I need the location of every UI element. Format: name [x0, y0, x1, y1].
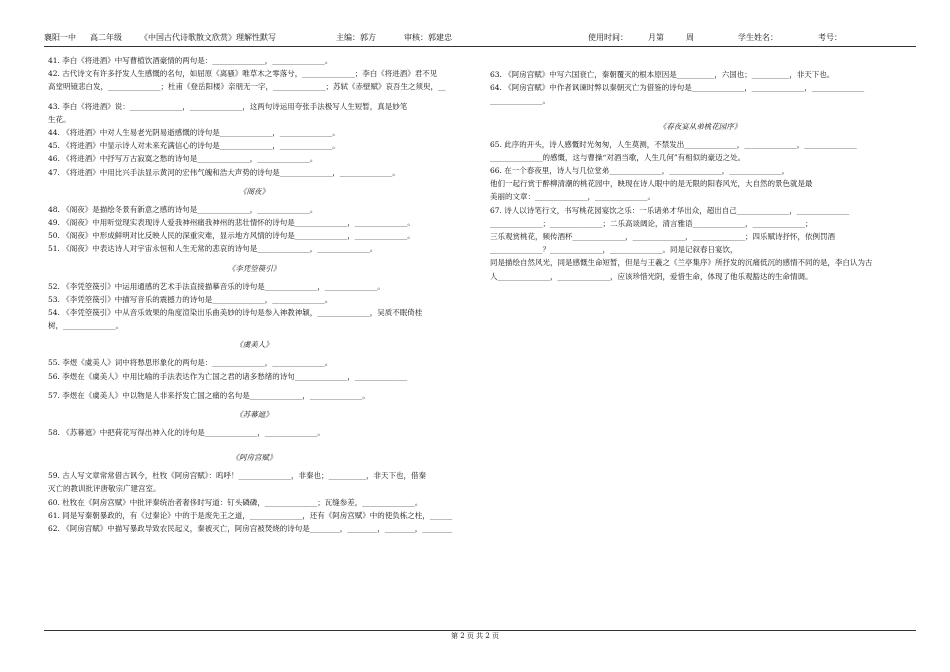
question-line: 41. 李白《将进酒》中写曹植饮酒豪情的两句是：______________，______________。	[48, 56, 333, 65]
grade: 高二年级	[90, 33, 122, 42]
section-title: 《阿房宫赋》	[231, 453, 277, 463]
question-line: 人______________，______________，应该珍惜光阴，爱惜生命，体现了他乐观豁达的生命情调。	[490, 271, 813, 281]
question-line: ______________。	[490, 96, 550, 106]
question-line: 55. 李煜《虞美人》词中将愁思形象化的两句是：______________，______________。	[48, 358, 333, 368]
question-line: 50. 《阁夜》中形成鲜明对比反映人民的深重灾难，显示地方风情的诗句是______________，______________。	[48, 231, 415, 241]
question-line: 48. 《阁夜》是描绘冬景有新意之感的诗句是______________，______________。	[48, 204, 318, 214]
question-line: 同是描绘自然风光，同是感慨生命短暂，但是与王羲之《兰亭集序》所抒发的沉痛低沉的感情不同的是，李白认为古	[490, 258, 873, 268]
question-line: 45. 《将进酒》中显示诗人对未来充满信心的诗句是______________，______________。	[48, 141, 340, 151]
question-line: 56. 李煜在《虞美人》中用比喻的手法表达作为亡国之君的诸多愁绪的诗句______________，______________	[48, 371, 408, 381]
question-line: 62. 《阿房宫赋》中描写暴政导致农民起义，秦被灭亡，阿房宫被焚烧的诗句是________，________，________，________	[48, 524, 453, 533]
editor: 主编：郭方	[336, 33, 376, 42]
section-title: 《春夜宴从弟桃花园序》	[658, 121, 742, 131]
question-line: 66. 在一个春夜里，诗人与几位堂弟______________，______________，______________，	[490, 166, 790, 175]
page-header	[44, 32, 916, 47]
question-line: 53. 《李凭箜篌引》中描写音乐的震撼力的诗句是______________，______________。	[48, 294, 333, 304]
question-line: 47. 《将进酒》中用比兴手法显示黄河的宏伟气魄和浩大声势的诗句是______________，______________。	[48, 167, 400, 177]
question-line: 42. 古代诗文有许多抒发人生感慨的名句，如屈原《离骚》唯草木之零落兮，______________；李白《将进酒》君不见	[48, 69, 438, 79]
usage-time-label: 使用时间：	[588, 33, 628, 42]
question-line: 生花。	[48, 114, 71, 124]
section-title: 《虞美人》	[235, 340, 273, 350]
subject-title: 《中国古代诗歌散文欣赏》理解性默写	[140, 33, 276, 42]
section-title: 《李凭箜篌引》	[227, 263, 281, 273]
question-line: 49. 《阁夜》中用听觉现实表现诗人爱我神州痛我神州的悲壮情怀的诗句是______________，______________。	[48, 218, 415, 227]
question-line: 63. 《阿房宫赋》中写六国衰亡，秦朝覆灭的根本原因是__________，六国也；__________，非天下也。	[490, 70, 835, 79]
question-line: 44. 《将进酒》中对人生易老光阴易逝感慨的诗句是______________，______________。	[48, 128, 340, 137]
question-line: 61. 同是写秦朝暴政的，有《过秦论》中的于是废先王之道，______________，还有《阿房宫赋》中的使负栋之柱，______	[48, 510, 453, 520]
question-line: 58. 《苏幕遮》中把荷花写得出神入化的诗句是______________，______________。	[48, 428, 325, 437]
question-line: 52. 《李凭箜篌引》中运用通感的艺术手法直接描摹音乐的诗句是______________，______________。	[48, 281, 385, 291]
question-line: 65. 此序的开头，诗人感慨时光匆匆，人生莫测，不禁发出______________，______________，______________	[490, 139, 857, 149]
exam-number-label: 考号：	[818, 33, 842, 42]
question-line: 67. 诗人以诗笔行文，书写桃花园宴饮之乐：一乐诸弟才华出众，超出自己______________，______________	[490, 205, 850, 215]
page-footer: 第 2 页 共 2 页	[450, 632, 500, 640]
question-line: 46. 《将进酒》中抒写万古寂寞之愁的诗句是______________，______________。	[48, 154, 318, 164]
school-name: 襄阳一中	[44, 33, 76, 42]
question-line: 64. 《阿房宫赋》中作者讽谏时弊以秦朝灭亡为借鉴的诗句是______________，______________，______________	[490, 83, 865, 93]
question-line: ______________；______________；二乐高谈阔论，清言雅语______________，______________；	[490, 218, 813, 228]
question-line: 60. 杜牧在《阿房宫赋》中批评秦统治者奢侈时写道：钉头磷磷，______________；瓦缝参差，______________。	[48, 497, 423, 507]
question-line: 美丽的文章：______________，______________。	[490, 192, 655, 202]
section-title: 《苏幕遮》	[235, 410, 273, 419]
question-line: 43. 李白《将进酒》说：______________，______________，这两句诗运用夸张手法极写人生短暂，真是妙笔	[48, 101, 408, 111]
question-line: ______________？______________，______________。同是记叙春日宴饮，	[490, 245, 738, 255]
question-line: 57. 李煜在《虞美人》中以物是人非来抒发亡国之痛的名句是______________，______________。	[48, 390, 370, 400]
section-title: 《阁夜》	[239, 186, 269, 196]
question-line: 灭亡的教训批评唐敬宗广建宫室。	[48, 484, 161, 494]
question-line: 59. 古人写文章常常借古讽今，杜牧《阿房宫赋》：呜呼！______________，非秦也；__________，非天下也，借秦	[48, 471, 427, 481]
week-label: 周	[686, 33, 694, 42]
question-line: 他们一起行赏于醉柳清潮的桃花园中，映现在诗人眼中的是无限的阳春风光，大自然的景色就是最	[490, 179, 813, 189]
question-line: 54. 《李凭箜篌引》中从音乐效果的角度渲染出乐曲美妙的诗句是参入神教神颖，______________，吴质不眠倚桂	[48, 308, 423, 317]
question-line: 树，______________。	[48, 321, 123, 331]
reviewer: 审核：郭建忠	[404, 33, 452, 42]
question-line: 51. 《阁夜》中表达诗人对宇宙永恒和人生无常的悲哀的诗句是______________，______________。	[48, 244, 378, 254]
month-label: 月第	[648, 33, 664, 42]
question-line: ______________的感慨，这与曹操“对酒当歌，人生几何”有相似的豪迈之处。	[490, 152, 746, 162]
student-name-label: 学生姓名：	[738, 33, 778, 42]
question-line: 高堂明镜悲白发，______________；杜甫《登岳阳楼》亲朋无一字，______________；苏轼《赤壁赋》哀吾生之须臾，__	[48, 82, 446, 92]
question-line: 三乐观赏桃花，频传酒杯______________，______________，______________；四乐赋诗抒怀，依例罚酒	[490, 232, 835, 241]
